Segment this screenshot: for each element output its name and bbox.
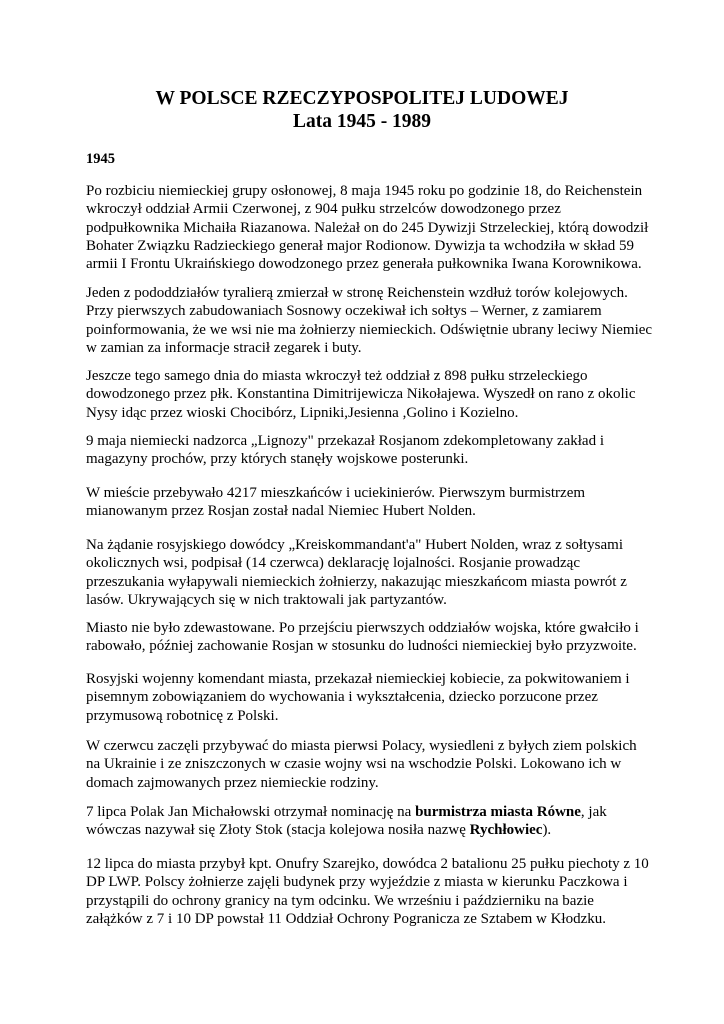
- text-line: przeszukania wyłapywali niemieckich żołnierzy, nakazując mieszkańcom miasta powrót z: [86, 573, 627, 590]
- text-line: Jeden z pododdziałów tyralierą zmierzał w stronę Reichenstein wzdłuż torów kolejowych.: [86, 285, 628, 301]
- text-line: magazyny prochów, przy których stanęły wojskowe posterunki.: [86, 451, 469, 468]
- text-line: Bohater Związku Radzieckiego generał major Rodionow. Dywizja ta wchodziła w skład 59: [86, 237, 635, 254]
- text-run: wówczas nazywał się Złoty Stok (stacja kolejowa nosiła nazwę: [86, 822, 470, 839]
- paragraph-10: [86, 803, 666, 840]
- text-line: mianowanym przez Rosjan został nadal Niemiec Hubert Nolden.: [86, 503, 476, 520]
- text-run: ).: [542, 822, 552, 839]
- text-line: W mieście przebywało 4217 mieszkańców i uciekinierów. Pierwszym burmistrzem: [86, 485, 586, 501]
- text-line: 12 lipca do miasta przybył kpt. Onufry Szarejko, dowódca 2 batalionu 25 pułku piechoty z 10: [86, 856, 649, 872]
- bold-mayor-title: burmistrza miasta Równe: [415, 804, 581, 820]
- text-run: , jak: [580, 804, 607, 820]
- text-line: Na żądanie rosyjskiego dowódcy „Kreiskommandant'a" Hubert Nolden, wraz z sołtysami: [86, 537, 624, 553]
- text-line: Jeszcze tego samego dnia do miasta wkroczył też oddział z 898 pułku strzeleckiego: [86, 368, 588, 384]
- text-line: Przy pierwszych zabudowaniach Sosnowy oczekiwał ich sołtys – Werner, z zamiarem: [86, 303, 602, 320]
- document-title: W POLSCE RZECZYPOSPOLITEJ LUDOWEJ: [155, 88, 569, 109]
- text-line: W czerwcu zaczęli przybywać do miasta pierwsi Polacy, wysiedleni z byłych ziem polskich: [86, 738, 637, 754]
- text-line: przymusową robotnicę z Polski.: [86, 707, 279, 724]
- text-line: Miasto nie było zdewastowane. Po przejściu pierwszych oddziałów wojska, które gwałciło i: [86, 620, 639, 636]
- text-line: załążków z 7 i 10 DP powstał 11 Oddział Ochrony Pogranicza ze Sztabem w Kłodzku.: [86, 910, 606, 927]
- text-line: podpułkownika Michaiła Riazanowa. Należał on do 245 Dywizji Strzeleckiej, którą dowodził: [86, 219, 649, 236]
- text-line: [86, 821, 666, 839]
- paragraph-11: [86, 855, 666, 928]
- text-line: przystąpili do ochrony granicy na tym odcinku. We wrześniu i październiku na bazie: [86, 892, 594, 909]
- paragraph-7: [86, 619, 666, 656]
- text-line: okolicznych wsi, podpisał (14 czerwca) deklarację lojalności. Rosjanie prowadząc: [86, 555, 580, 572]
- paragraph-9: [86, 737, 666, 792]
- text-line: armii I Frontu Ukraińskiego dowodzonego przez generała pułkownika Iwana Korownikowa.: [86, 256, 642, 273]
- text-line: dowodzonego przez płk. Konstantina Dimitrijewicza Nikołajewa. Wyszedł on rano z okolic: [86, 386, 636, 403]
- text-line: 9 maja niemiecki nadzorca „Lignozy" przekazał Rosjanom zdekompletowany zakład i: [86, 433, 604, 449]
- document-subtitle: Lata 1945 - 1989: [292, 111, 432, 132]
- text-line: pisemnym zobowiązaniem do wychowania i wykształcenia, dziecko porzucone przez: [86, 689, 598, 706]
- text-line: DP LWP. Polscy żołnierze zajęli budynek przy wyjeździe z miasta w kierunku Paczkowa i: [86, 874, 628, 891]
- paragraph-2: [86, 284, 666, 357]
- paragraph-3: [86, 367, 666, 422]
- text-line: domach zajmowanych przez niemieckie rodziny.: [86, 774, 379, 791]
- paragraph-8: [86, 670, 666, 725]
- year-heading: 1945: [86, 151, 115, 167]
- text-line: lasów. Ukrywających się w nich traktowali jak partyzantów.: [86, 591, 447, 608]
- bold-station-name: Rychłowiec: [469, 822, 543, 839]
- text-line: [86, 803, 666, 821]
- text-line: Rosyjski wojenny komendant miasta, przekazał niemieckiej kobiecie, za pokwitowaniem i: [86, 671, 630, 687]
- text-line: wkroczył oddział Armii Czerwonej, z 904 pułku strzelców dowodzonego przez: [86, 201, 561, 218]
- paragraph-6: [86, 536, 666, 609]
- text-line: rabowało, później zachowanie Rosjan w stosunku do ludności niemieckiej było przyzwoite.: [86, 638, 637, 655]
- text-line: Nysy idąc przez wioski Chocibórz, Lipniki,Jesienna ,Golino i Kozielno.: [86, 404, 519, 421]
- paragraph-4: [86, 432, 666, 469]
- text-line: na Ukrainie i ze zniszczonych w czasie wojny wsi na wschodzie Polski. Lokowano ich w: [86, 756, 622, 773]
- text-line: Po rozbiciu niemieckiej grupy osłonowej, 8 maja 1945 roku po godzinie 18, do Reichenstein: [86, 183, 643, 199]
- text-run: 7 lipca Polak Jan Michałowski otrzymał nominację na: [86, 804, 416, 820]
- paragraph-5: [86, 484, 666, 521]
- paragraph-1: [86, 182, 666, 273]
- text-line: poinformowania, że we wsi nie ma żołnierzy niemieckich. Odświętnie ubrany leciwy Niemiec: [86, 321, 653, 338]
- text-line: w zamian za informacje stracił zegarek i buty.: [86, 339, 362, 356]
